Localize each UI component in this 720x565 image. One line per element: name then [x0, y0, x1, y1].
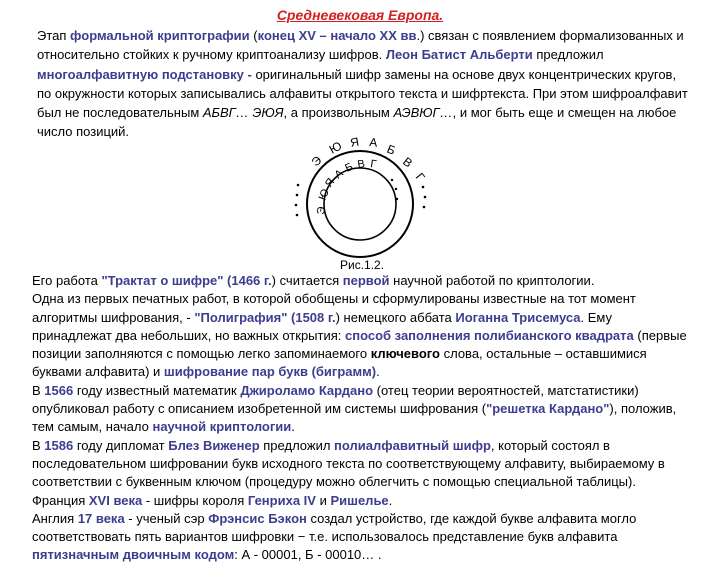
alberti-cipher-disk [280, 125, 440, 260]
line-france: Франция XVI века - шифры короля Генриха IV и Ришелье. [32, 492, 393, 508]
dot [396, 198, 398, 200]
intro-paragraph: Этап формальной криптографии (конец XV – начало XX вв.) связан с появлением формализованных и относительно стойких к ручному криптоанализу шифров. Леон Батист Альберти предложил многоалфавитную подстановку - оригинальный шифр замены на основе двух концентрических кругов, по окружности которых записывались алфавиты открытого текста и шифртекста. При этом шифроалфавит был не последовательным АБВГ… ЭЮЯ, а произвольным АЭВЮГ…, и мог быть еще и смещен на любое число позиций. [37, 28, 688, 140]
disk-dots [295, 179, 427, 216]
dot [391, 179, 393, 181]
history-paragraph [32, 272, 692, 565]
dot [297, 184, 300, 187]
outer-letter: А [368, 135, 379, 150]
inner-letter: В [356, 158, 366, 171]
line-vigenere: В 1586 году дипломат Блез Виженер предложил полиалфавитный шифр, который состоял в последовательном шифровании букв исходного текста по соответствующему алфавиту, выбираемому в соответствии с буквенным ключом (процедуру можно облегчить с помощью специальной таблицы). [32, 437, 665, 490]
line-polygraphia: Одна из первых печатных работ, в которой обобщены и сформулированы известные на тот момент алгоритмы шифрования, - "Полиграфия" (1508 г.) немецкого аббата Иоганна Трисемуса. Ему принадлежат два небольших, но важных открытия: способ заполнения полибианского квадрата (первые позиции заполняются с помощью легко запоминаемого ключевого слова, остальные – оставшимися буквами алфавита) и шифрование пар букв (биграмм). [32, 291, 687, 380]
figure-caption: Рис.1.2. [340, 258, 385, 272]
dot [296, 214, 299, 217]
line-cardano: В 1566 году известный математик Джироламо Кардано (отец теории вероятностей, матстатистики) опубликовал работу с описанием изобретенной им системы шифрования ("решетка Кардано"), положив, тем самым, начало научной криптологии. [32, 382, 677, 435]
inner-letter: Ю [316, 187, 332, 203]
dot [424, 196, 427, 199]
page-title: Средневековая Европа. [276, 7, 444, 23]
dot [295, 204, 298, 207]
line-england: Англия 17 века - ученый сэр Фрэнсис Бэкон создал устройство, где каждой букве алфавита могло соответствовать пять вариантов шифровки − т.е. использовалось представление букв алфавита пятизначным двоичным кодом: А - 00001, Б - 00010… . [32, 510, 637, 563]
inner-disk-ring [324, 168, 396, 240]
outer-letter: Б [384, 141, 398, 158]
line-treatise: Его работа "Трактат о шифре" (1466 г.) считается первой научной работой по криптологии. [32, 273, 595, 288]
dot [422, 186, 425, 189]
dot [395, 188, 397, 190]
inner-letter: Г [369, 158, 378, 171]
outer-letter: Ю [326, 138, 345, 157]
outer-letter: В [400, 154, 416, 171]
outer-letter: Я [349, 134, 361, 150]
inner-letter: А [332, 167, 346, 182]
inner-letter: Б [343, 160, 355, 175]
outer-letter: Э [308, 153, 325, 170]
outer-letter: Г [412, 170, 428, 184]
inner-letter: Э [315, 205, 329, 216]
dot [423, 206, 426, 209]
dot [296, 194, 299, 197]
inner-letter: Я [322, 176, 338, 190]
